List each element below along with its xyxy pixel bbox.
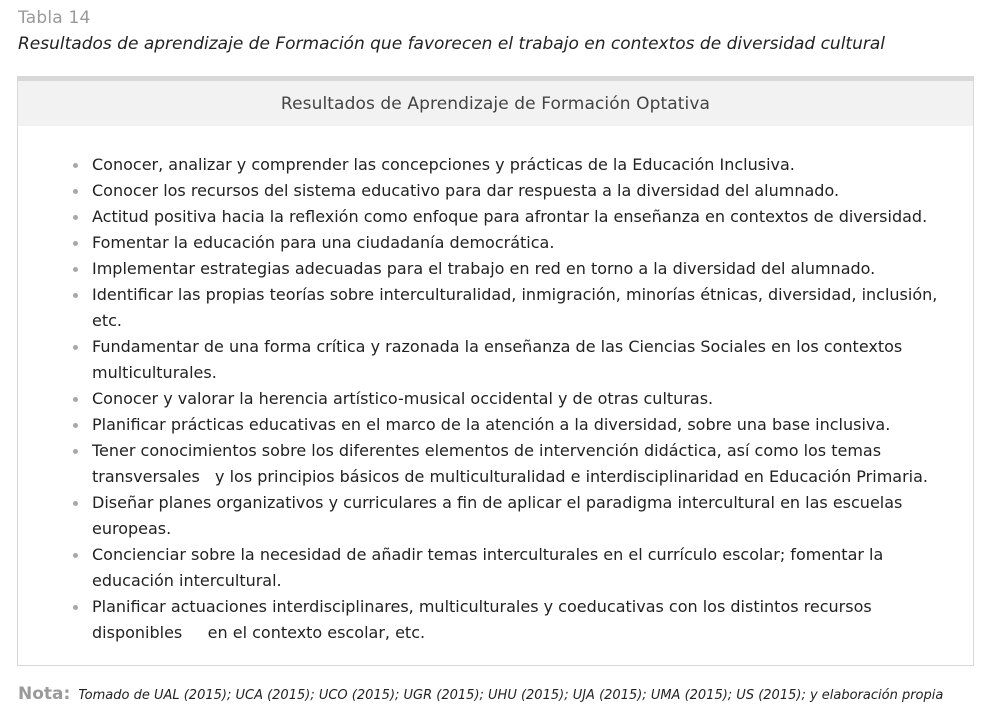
list-item: Fundamentar de una forma crítica y razonada la enseñanza de las Ciencias Sociales en los contextos multiculturales. [73, 334, 953, 386]
outcomes-list [73, 152, 953, 646]
note-text: Tomado de UAL (2015); UCA (2015); UCO (2015); UGR (2015); UHU (2015); UJA (2015); UMA (2015); US (2015); y elaboración propia [78, 688, 944, 703]
list-item: Conocer los recursos del sistema educativo para dar respuesta a la diversidad del alumnado. [73, 178, 953, 204]
list-item: Conocer, analizar y comprender las concepciones y prácticas de la Educación Inclusiva. [73, 152, 953, 178]
list-item: Actitud positiva hacia la reflexión como enfoque para afrontar la enseñanza en contextos de diversidad. [73, 204, 953, 230]
list-item: Concienciar sobre la necesidad de añadir temas interculturales en el currículo escolar; fomentar la educación intercultural. [73, 542, 953, 594]
outcomes-table [17, 76, 974, 666]
list-item: Identificar las propias teorías sobre interculturalidad, inmigración, minorías étnicas, diversidad, inclusión, etc. [73, 282, 953, 334]
list-item: Implementar estrategias adecuadas para el trabajo en red en torno a la diversidad del alumnado. [73, 256, 953, 282]
list-item: Fomentar la educación para una ciudadanía democrática. [73, 230, 953, 256]
list-item: Planificar actuaciones interdisciplinares, multiculturales y coeducativas con los distintos recursos disponibles en el contexto escolar, etc. [73, 594, 953, 646]
list-item: Tener conocimientos sobre los diferentes elementos de intervención didáctica, así como los temas transversales y los principios básicos de multiculturalidad e interdisciplinaridad en Educación Primaria. [73, 438, 953, 490]
table-header: Resultados de Aprendizaje de Formación Optativa [18, 81, 973, 126]
note-label: Nota: [18, 684, 71, 704]
table-note [18, 684, 943, 704]
table-number: Tabla 14 [18, 8, 91, 28]
list-item: Planificar prácticas educativas en el marco de la atención a la diversidad, sobre una base inclusiva. [73, 412, 953, 438]
table-caption: Resultados de aprendizaje de Formación que favorecen el trabajo en contextos de diversidad cultural [18, 34, 885, 54]
list-item: Diseñar planes organizativos y curriculares a fin de aplicar el paradigma intercultural en las escuelas europeas. [73, 490, 953, 542]
list-item: Conocer y valorar la herencia artístico-musical occidental y de otras culturas. [73, 386, 953, 412]
